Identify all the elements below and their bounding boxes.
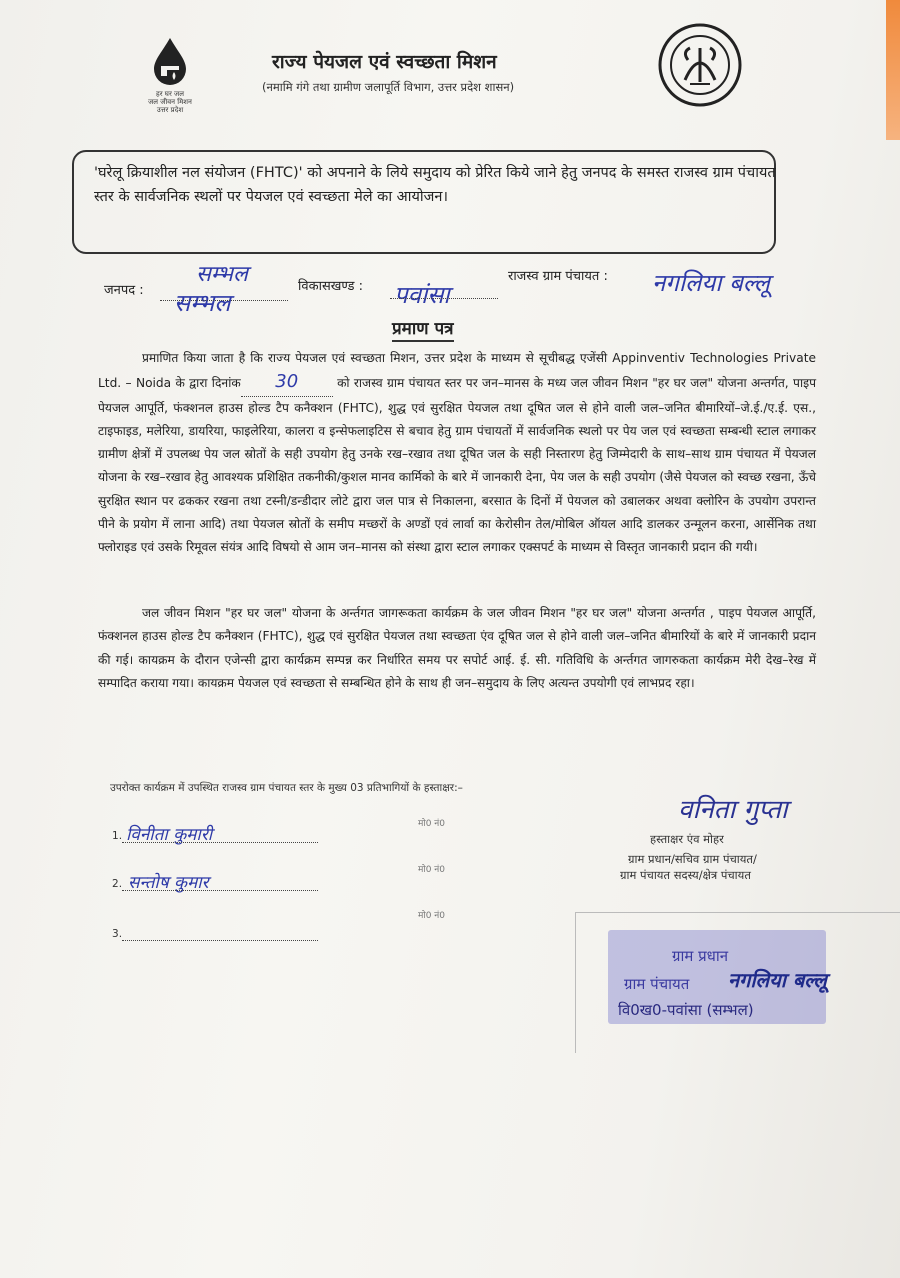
participant-3-num: 3 [112,928,119,940]
participant-1-number: 1. [112,830,123,842]
logo-caption-3: उत्तर प्रदेश [156,106,184,114]
water-drop-icon [140,36,200,86]
page-subtitle: (नमामि गंगे तथा ग्रामीण जलापूर्ति विभाग, उत्तर प्रदेश शासन) [262,80,515,94]
stamp-handwritten-name: नगलिया बल्लू [728,968,827,992]
logo-caption-1: हर घर जल [156,90,184,98]
participant-1-mobile-label: मो0 नं0 [418,819,446,829]
block-label: विकासखण्ड : [298,279,364,294]
paragraph-1-part-b: को राजस्व ग्राम पंचायत स्तर पर जन–मानस के मध्य जल जीवन मिशन "हर घर जल" योजना अन्तर्गत, पाइप पेयजल आपूर्ति, फंक्शनल हाउस होल्ड टैप कनैक्शन (FHTC), शुद्ध एवं सुरक्षित पेयजल तथा दूषित जल से होने वाली जल–जनित बीमारियों–जे.ई./ए.ई. एस., टाइफाइड, मलेरिया, डायरिया, फाइलेरिया, कालरा व इन्सेफलाइटिस से बचाव हेतु ग्राम पंचायतों में सार्वजनिक स्थलो पर पेय जल एवं स्वच्छता सम्बन्धी स्टाल लगाकर ग्रामीण क्षेत्रों में उपलब्ध पेय जल स्रोतों के सही उपयोग हेतु उनके रख–रखाव तथा दूषित जल के सही निस्तारण हेतु जिम्मेदारी के साथ–साथ ग्राम पंचायत में पेयजल योजना के रख–रखाव हेतु आवश्यक प्रशिक्षित तकनीकी/कुशल मानव कार्मिको के बारे में जानकारी देना, पेय जल के सही उपयोग (जैसे पेयजल को स्वच्छ रखना, ऊँचे सुरक्षित स्थान पर ढककर रखना तथा टस्नी/डन्डीदार लोटे द्वारा जल पात्र से निकालना, बरसात के दिनों में पेयजल को उबालकर अथवा क्लोरिन के उपयोग उपरान्त पीने के प्रयोग में लाना आदि) तथा पेयजल स्रोतों के समीप मच्छरों के अण्डों एवं लार्वा का केरोसीन तेल/मोबिल ऑयल आदि डालकर उन्मूलन करना, आर्सेनिक तथा फ्लोराइड एवं उसके रिमूवल संयंत्र आदि विषयो से आम जन–मानस को संस्था द्वारा स्टाल लगाकर एक्सपर्ट के माध्यम से विस्तृत जानकारी प्रदान की गयी। [98,376,817,555]
logo-caption-2: जल जीवन मिशन [148,98,192,106]
panchayat-label: राजस्व ग्राम पंचायत : [508,269,608,284]
participant-3-number: 3. [112,928,123,940]
participant-2-number: 2. [112,878,123,890]
block-handwritten: पवांसा [394,281,450,309]
background-edge [886,0,900,140]
event-banner-text: 'घरेलू क्रियाशील नल संयोजन (FHTC)' को अपनाने के लिये समुदाय को प्रेरित किये जाने हेतु जनपद के समस्त राजस्व ग्राम पंचायत स्तर के सार्वजनिक स्थलों पर पेयजल एवं स्वच्छता मेले का आयोजन। [94,165,776,205]
district-handwritten-2: सम्भल [174,289,231,317]
participant-1-line [122,842,318,843]
district-label: जनपद : [104,283,144,298]
participant-2-mobile-label: मो0 नं0 [418,865,446,875]
certificate-paragraph-2: जल जीवन मिशन "हर घर जल" योजना के अर्न्तगत जागरूकता कार्यक्रम के जल जीवन मिशन "हर घर जल" योजना अन्तर्गत , पाइप पेयजल आपूर्ति, फंक्शनल हाउस होल्ड टैप कनैक्शन (FHTC), शुद्ध एवं सुरक्षित पेयजल तथा स्वच्छता एंव दूषित जल से होने वाली जल–जनित बीमारियों के बारे में जानकारी प्रदान की गई। कायक्रम के दौरान एजेन्सी द्वारा कार्यक्रम सम्पन्न कर निर्धारित समय पर सपोर्ट आई. ई. सी. गतिविधि के अर्न्तगत जागरुकता कार्यक्रम मेरी देख–रेख में सम्पादित कराया गया। कायक्रम पेयजल एवं स्वच्छता से सम्बन्धित होने के साथ ही जन–समुदाय के लिए अत्यन्त उपयोगी एवं लाभप्रद रहा। [98,606,816,690]
certificate-paragraph-1 [98,347,816,560]
district-handwritten-1: सम्भल [196,262,248,287]
paragraph-1-part-a: प्रमाणित किया जाता है कि राज्य पेयजल एवं स्वच्छता मिशन, उत्तर प्रदेश के माध्यम से सूचीबद्ध एजेंसी Appinventiv Technologies Private Ltd. – Noida के द्वारा दिनांक [98,351,816,391]
date-handwritten: 30 [275,371,299,393]
panchayat-handwritten: नगलिया बल्लू [652,269,770,297]
signature-caption-1: हस्ताक्षर एंव मोहर [650,832,724,846]
date-blank [241,370,333,396]
up-government-seal [655,20,745,110]
participant-3-mobile-label: मो0 नं0 [418,911,446,921]
stamp-line-3: वि0ख0-पवांसा (सम्भल) [618,1001,754,1019]
jal-jeevan-mission-logo [140,36,200,114]
participant-2-signature: सन्तोष कुमार [128,873,209,893]
stamp-line-2: ग्राम पंचायत [624,975,690,993]
participant-1-signature: विनीता कुमारी [126,825,213,845]
participant-1-num: 1 [112,830,119,842]
authority-signature: वनिता गुप्ता [678,795,788,825]
participant-3-line [122,940,318,941]
signature-caption-3: ग्राम पंचायत सदस्य/क्षेत्र पंचायत [620,868,751,882]
participants-intro: उपरोक्त कार्यक्रम में उपस्थित राजस्व ग्राम पंचायत स्तर के मुख्य 03 प्रतिभागियों के हस्ताक्षर:– [110,782,463,794]
participant-2-num: 2 [112,878,119,890]
signature-caption-2: ग्राम प्रधान/सचिव ग्राम पंचायत/ [628,852,757,866]
page-title: राज्य पेयजल एवं स्वच्छता मिशन [272,51,497,73]
block-dotted-line [390,298,498,299]
district-dotted-line [160,300,288,301]
participant-2-line [122,890,318,891]
stamp-line-1: ग्राम प्रधान [672,947,729,965]
certificate-title: प्रमाण पत्र [392,316,454,342]
seal-icon [655,20,745,110]
